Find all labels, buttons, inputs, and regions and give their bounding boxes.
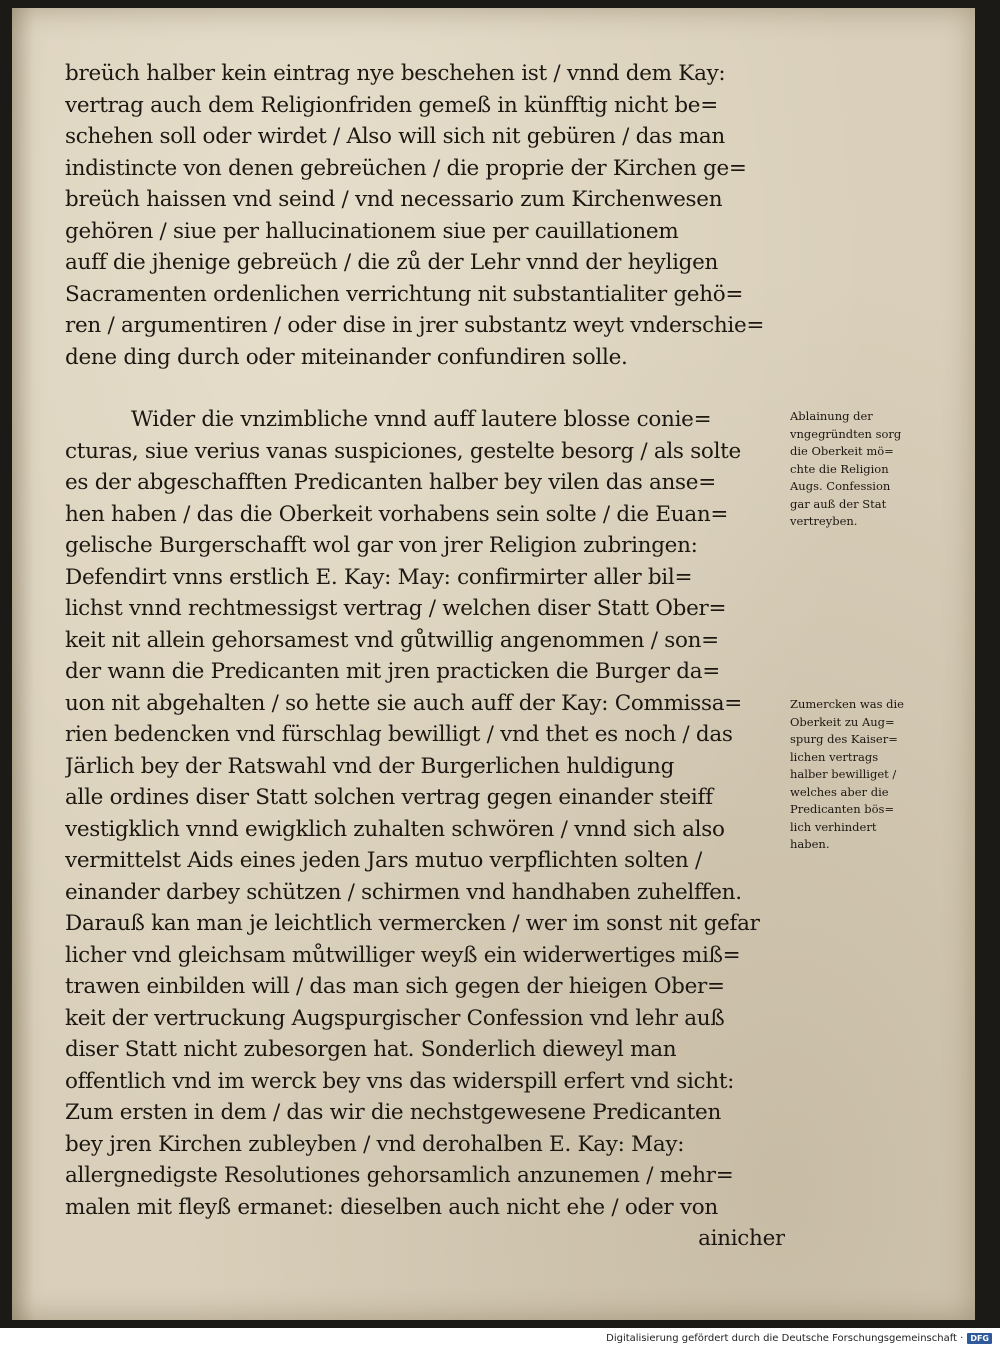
text-line: vermittelst Aids eines jeden Jars mutuo verpflichten solten /: [65, 848, 702, 873]
margin-note-line: Zumercken was die: [790, 697, 904, 711]
margin-note-line: Oberkeit zu Aug=: [790, 714, 895, 729]
margin-note-line: Predicanten bös=: [790, 802, 895, 816]
text-line: indistincte von denen gebreüchen / die proprie der Kirchen ge=: [65, 155, 747, 181]
margin-note-line: lichen vertrags: [790, 749, 879, 764]
text-line: dene ding durch oder miteinander confundiren solle.: [65, 344, 628, 370]
text-line: es der abgeschafften Predicanten halber bey vilen das anse=: [65, 470, 716, 495]
margin-note-line: spurg des Kaiser=: [790, 732, 898, 746]
document-page: [12, 8, 975, 1320]
text-line: auff die jhenige gebreüch / die zů der Lehr vnnd der heyligen: [65, 250, 719, 275]
text-line: diser Statt nicht zubesorgen hat. Sonderlich dieweyl man: [65, 1037, 677, 1062]
text-line: gehören / siue per hallucinationem siue per cauillationem: [65, 218, 679, 244]
text-line: keit nit allein gehorsamest vnd gůtwillig angenommen / son=: [65, 627, 719, 653]
text-line: Järlich bey der Ratswahl vnd der Burgerlichen huldigung: [65, 753, 675, 779]
footer-credit-text: Digitalisierung gefördert durch die Deutsche Forschungsgemeinschaft ·: [606, 1333, 964, 1344]
dfg-logo: DFG: [967, 1333, 992, 1344]
text-line: ren / argumentiren / oder dise in jrer substantz weyt vnderschie=: [65, 313, 765, 338]
text-line: malen mit fleyß ermanet: dieselben auch nicht ehe / oder von: [65, 1194, 718, 1220]
margin-note-line: die Oberkeit mö=: [790, 444, 894, 458]
margin-note-line: chte die Religion: [790, 461, 889, 476]
margin-note-line: haben.: [790, 837, 830, 851]
margin-note-line: Ablainung der: [790, 409, 873, 423]
text-line: rien bedencken vnd fürschlag bewilligt / vnd thet es noch / das: [65, 722, 733, 747]
text-line: bey jren Kirchen zubleyben / vnd derohalben E. Kay: May:: [65, 1131, 685, 1157]
text-line: Darauß kan man je leichtlich vermercken / wer im sonst nit gefar: [65, 911, 760, 936]
text-line: lichst vnnd rechtmessigst vertrag / welchen diser Statt Ober=: [65, 596, 727, 621]
text-line: Sacramenten ordenlichen verrichtung nit substantialiter gehö=: [65, 281, 744, 307]
margin-note-line: lich verhindert: [790, 819, 877, 834]
margin-note-line: halber bewilliget /: [790, 767, 897, 781]
text-line: Zum ersten in dem / das wir die nechstgewesene Predicanten: [65, 1100, 721, 1125]
margin-note-second: [790, 696, 950, 854]
text-line: breüch haissen vnd seind / vnd necessario zum Kirchenwesen: [65, 187, 723, 212]
text-line: Defendirt vnns erstlich E. Kay: May: confirmirter aller bil=: [65, 564, 693, 590]
margin-note-first: [790, 408, 950, 531]
margin-note-line: vertreyben.: [790, 514, 858, 528]
text-line: der wann die Predicanten mit jren practicken die Burger da=: [65, 659, 720, 684]
text-line: licher vnd gleichsam můtwilliger weyß ein widerwertiges miß=: [65, 942, 741, 968]
text-line: vestigklich vnnd ewigklich zuhalten schwören / vnnd sich also: [65, 816, 725, 842]
text-line: vertrag auch dem Religionfriden gemeß in künfftig nicht be=: [65, 92, 718, 118]
text-line: offentlich vnd im werck bey vns das widerspill erfert vnd sicht:: [65, 1068, 735, 1094]
text-line: allergnedigste Resolutiones gehorsamlich anzunemen / mehr=: [65, 1163, 734, 1188]
margin-note-line: vngegründten sorg: [790, 426, 902, 441]
margin-note-line: gar auß der Stat: [790, 496, 887, 511]
text-line: alle ordines diser Statt solchen vertrag gegen einander steiff: [65, 785, 713, 810]
paragraph-gap: [65, 373, 785, 404]
text-line: cturas, siue verius vanas suspiciones, gestelte besorg / als solte: [65, 438, 741, 464]
text-line: uon nit abgehalten / so hette sie auch auff der Kay: Commissa=: [65, 690, 742, 716]
paragraph-first-line: Wider die vnzimbliche vnnd auff lautere blosse conie=: [131, 407, 712, 432]
text-line: einander darbey schützen / schirmen vnd handhaben zuhelffen.: [65, 879, 742, 905]
text-line: hen haben / das die Oberkeit vorhabens sein solte / die Euan=: [65, 501, 729, 527]
text-line: keit der vertruckung Augspurgischer Confession vnd lehr auß: [65, 1005, 725, 1031]
digitization-footer: [606, 1333, 992, 1344]
text-line: trawen einbilden will / das man sich gegen der hieigen Ober=: [65, 974, 725, 999]
margin-note-line: welches aber die: [790, 784, 889, 799]
text-line: gelische Burgerschafft wol gar von jrer Religion zubringen:: [65, 533, 698, 558]
catchword: ainicher: [698, 1226, 785, 1251]
text-line: schehen soll oder wirdet / Also will sich nit gebüren / das man: [65, 124, 725, 149]
margin-note-line: Augs. Confession: [790, 479, 891, 493]
text-line: breüch halber kein eintrag nye beschehen ist / vnnd dem Kay:: [65, 61, 726, 86]
body-text: [65, 58, 785, 1255]
